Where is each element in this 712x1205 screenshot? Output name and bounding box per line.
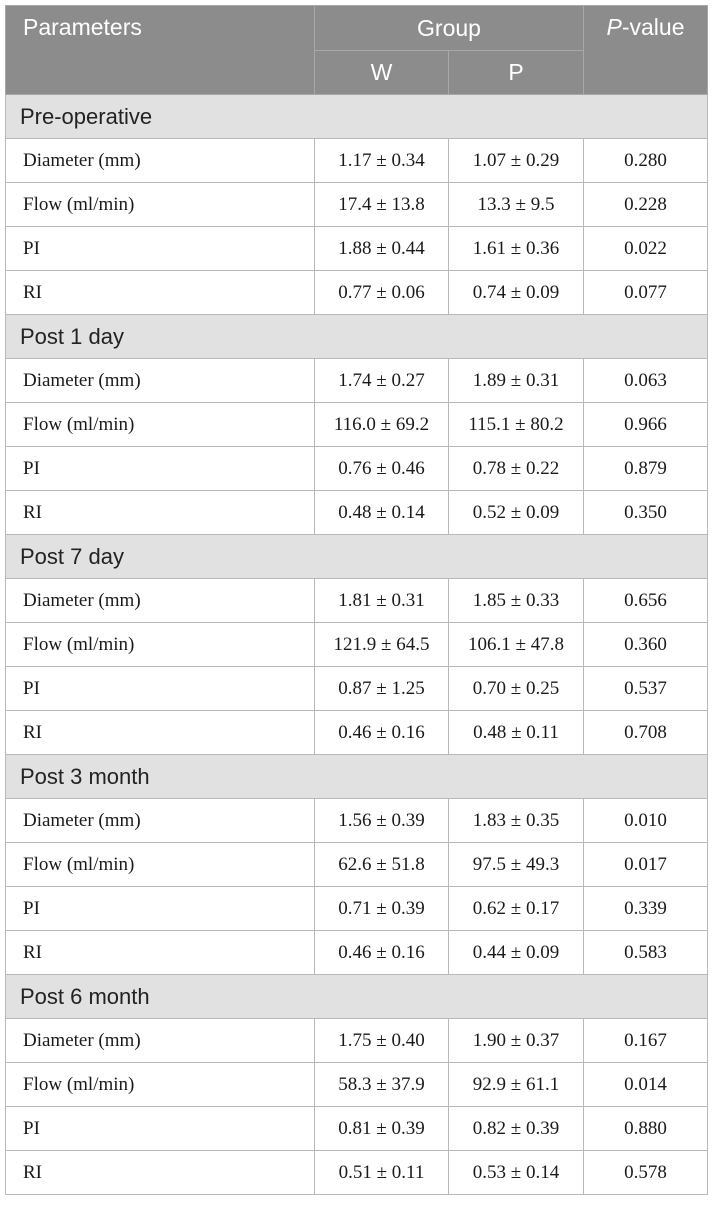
group-w-value-cell: 1.75 ± 0.40 <box>315 1019 449 1063</box>
parameter-name-cell: RI <box>6 1151 315 1195</box>
p-value-cell: 0.708 <box>584 711 708 755</box>
group-p-value-cell: 1.61 ± 0.36 <box>449 227 584 271</box>
group-w-value-cell: 1.81 ± 0.31 <box>315 579 449 623</box>
group-w-header: W <box>315 51 449 95</box>
parameter-name-cell: RI <box>6 491 315 535</box>
group-p-value-cell: 0.44 ± 0.09 <box>449 931 584 975</box>
parameter-name-cell: PI <box>6 1107 315 1151</box>
group-p-value-cell: 0.48 ± 0.11 <box>449 711 584 755</box>
section-title: Post 6 month <box>6 975 708 1019</box>
section-title: Pre-operative <box>6 95 708 139</box>
group-p-value-cell: 1.07 ± 0.29 <box>449 139 584 183</box>
section-title: Post 7 day <box>6 535 708 579</box>
p-value-cell: 0.063 <box>584 359 708 403</box>
p-value-cell: 0.339 <box>584 887 708 931</box>
p-value-cell: 0.010 <box>584 799 708 843</box>
p-value-cell: 0.656 <box>584 579 708 623</box>
section-title: Post 3 month <box>6 755 708 799</box>
section-row <box>6 315 708 359</box>
group-w-value-cell: 1.74 ± 0.27 <box>315 359 449 403</box>
group-p-value-cell: 0.82 ± 0.39 <box>449 1107 584 1151</box>
parameter-name-cell: PI <box>6 447 315 491</box>
section-row <box>6 95 708 139</box>
table-row <box>6 667 708 711</box>
group-w-value-cell: 0.87 ± 1.25 <box>315 667 449 711</box>
group-p-value-cell: 92.9 ± 61.1 <box>449 1063 584 1107</box>
parameter-name-cell: Flow (ml/min) <box>6 843 315 887</box>
p-value-cell: 0.880 <box>584 1107 708 1151</box>
p-value-cell: 0.167 <box>584 1019 708 1063</box>
parameter-name-cell: Diameter (mm) <box>6 139 315 183</box>
parameter-name-cell: Flow (ml/min) <box>6 1063 315 1107</box>
parameters-column-header: Parameters <box>6 6 315 95</box>
section-row <box>6 975 708 1019</box>
parameter-name-cell: Flow (ml/min) <box>6 183 315 227</box>
group-p-value-cell: 1.90 ± 0.37 <box>449 1019 584 1063</box>
group-w-value-cell: 0.51 ± 0.11 <box>315 1151 449 1195</box>
table-row <box>6 1063 708 1107</box>
group-p-value-cell: 97.5 ± 49.3 <box>449 843 584 887</box>
table-row <box>6 931 708 975</box>
p-value-column-header <box>584 6 708 95</box>
group-p-value-cell: 0.62 ± 0.17 <box>449 887 584 931</box>
parameter-name-cell: RI <box>6 271 315 315</box>
group-p-value-cell: 106.1 ± 47.8 <box>449 623 584 667</box>
group-w-value-cell: 1.56 ± 0.39 <box>315 799 449 843</box>
group-w-value-cell: 62.6 ± 51.8 <box>315 843 449 887</box>
section-title: Post 1 day <box>6 315 708 359</box>
group-p-value-cell: 115.1 ± 80.2 <box>449 403 584 447</box>
group-w-value-cell: 0.81 ± 0.39 <box>315 1107 449 1151</box>
table-row <box>6 1019 708 1063</box>
group-w-value-cell: 116.0 ± 69.2 <box>315 403 449 447</box>
p-value-italic-label: P <box>606 14 622 40</box>
group-w-value-cell: 0.77 ± 0.06 <box>315 271 449 315</box>
table-row <box>6 887 708 931</box>
group-p-value-cell: 0.52 ± 0.09 <box>449 491 584 535</box>
group-w-value-cell: 58.3 ± 37.9 <box>315 1063 449 1107</box>
table-row <box>6 799 708 843</box>
group-w-value-cell: 0.46 ± 0.16 <box>315 931 449 975</box>
parameter-name-cell: PI <box>6 667 315 711</box>
table-row <box>6 623 708 667</box>
group-w-value-cell: 121.9 ± 64.5 <box>315 623 449 667</box>
table-row <box>6 403 708 447</box>
p-value-cell: 0.022 <box>584 227 708 271</box>
group-w-value-cell: 0.46 ± 0.16 <box>315 711 449 755</box>
table-body <box>6 95 708 1195</box>
p-value-cell: 0.228 <box>584 183 708 227</box>
p-value-cell: 0.014 <box>584 1063 708 1107</box>
header-row <box>6 6 708 51</box>
table-row <box>6 359 708 403</box>
section-row <box>6 535 708 579</box>
parameter-name-cell: PI <box>6 227 315 271</box>
p-value-cell: 0.350 <box>584 491 708 535</box>
parameter-name-cell: RI <box>6 931 315 975</box>
table-row <box>6 183 708 227</box>
parameter-name-cell: Diameter (mm) <box>6 579 315 623</box>
table-row <box>6 139 708 183</box>
group-p-value-cell: 0.74 ± 0.09 <box>449 271 584 315</box>
p-value-cell: 0.966 <box>584 403 708 447</box>
group-w-value-cell: 17.4 ± 13.8 <box>315 183 449 227</box>
table-row <box>6 447 708 491</box>
group-column-header: Group <box>315 6 584 51</box>
group-p-value-cell: 1.83 ± 0.35 <box>449 799 584 843</box>
p-value-cell: 0.280 <box>584 139 708 183</box>
p-value-cell: 0.360 <box>584 623 708 667</box>
group-w-value-cell: 0.71 ± 0.39 <box>315 887 449 931</box>
parameter-name-cell: RI <box>6 711 315 755</box>
group-p-value-cell: 1.89 ± 0.31 <box>449 359 584 403</box>
group-p-header: P <box>449 51 584 95</box>
table-row <box>6 271 708 315</box>
parameter-name-cell: PI <box>6 887 315 931</box>
p-value-cell: 0.583 <box>584 931 708 975</box>
table-row <box>6 579 708 623</box>
table-row <box>6 491 708 535</box>
table-row <box>6 227 708 271</box>
table-row <box>6 843 708 887</box>
group-w-value-cell: 0.76 ± 0.46 <box>315 447 449 491</box>
parameter-name-cell: Flow (ml/min) <box>6 623 315 667</box>
group-w-value-cell: 1.88 ± 0.44 <box>315 227 449 271</box>
p-value-cell: 0.537 <box>584 667 708 711</box>
p-value-cell: 0.017 <box>584 843 708 887</box>
table-row <box>6 1151 708 1195</box>
table-header <box>6 6 708 95</box>
p-value-suffix-label: -value <box>621 14 685 40</box>
p-value-cell: 0.879 <box>584 447 708 491</box>
parameter-name-cell: Flow (ml/min) <box>6 403 315 447</box>
group-w-value-cell: 0.48 ± 0.14 <box>315 491 449 535</box>
parameter-name-cell: Diameter (mm) <box>6 1019 315 1063</box>
parameter-name-cell: Diameter (mm) <box>6 799 315 843</box>
parameters-table <box>5 5 708 1195</box>
table-row <box>6 711 708 755</box>
section-row <box>6 755 708 799</box>
group-w-value-cell: 1.17 ± 0.34 <box>315 139 449 183</box>
group-p-value-cell: 1.85 ± 0.33 <box>449 579 584 623</box>
group-p-value-cell: 13.3 ± 9.5 <box>449 183 584 227</box>
group-p-value-cell: 0.70 ± 0.25 <box>449 667 584 711</box>
group-p-value-cell: 0.53 ± 0.14 <box>449 1151 584 1195</box>
group-p-value-cell: 0.78 ± 0.22 <box>449 447 584 491</box>
p-value-cell: 0.578 <box>584 1151 708 1195</box>
p-value-cell: 0.077 <box>584 271 708 315</box>
table-row <box>6 1107 708 1151</box>
parameter-name-cell: Diameter (mm) <box>6 359 315 403</box>
